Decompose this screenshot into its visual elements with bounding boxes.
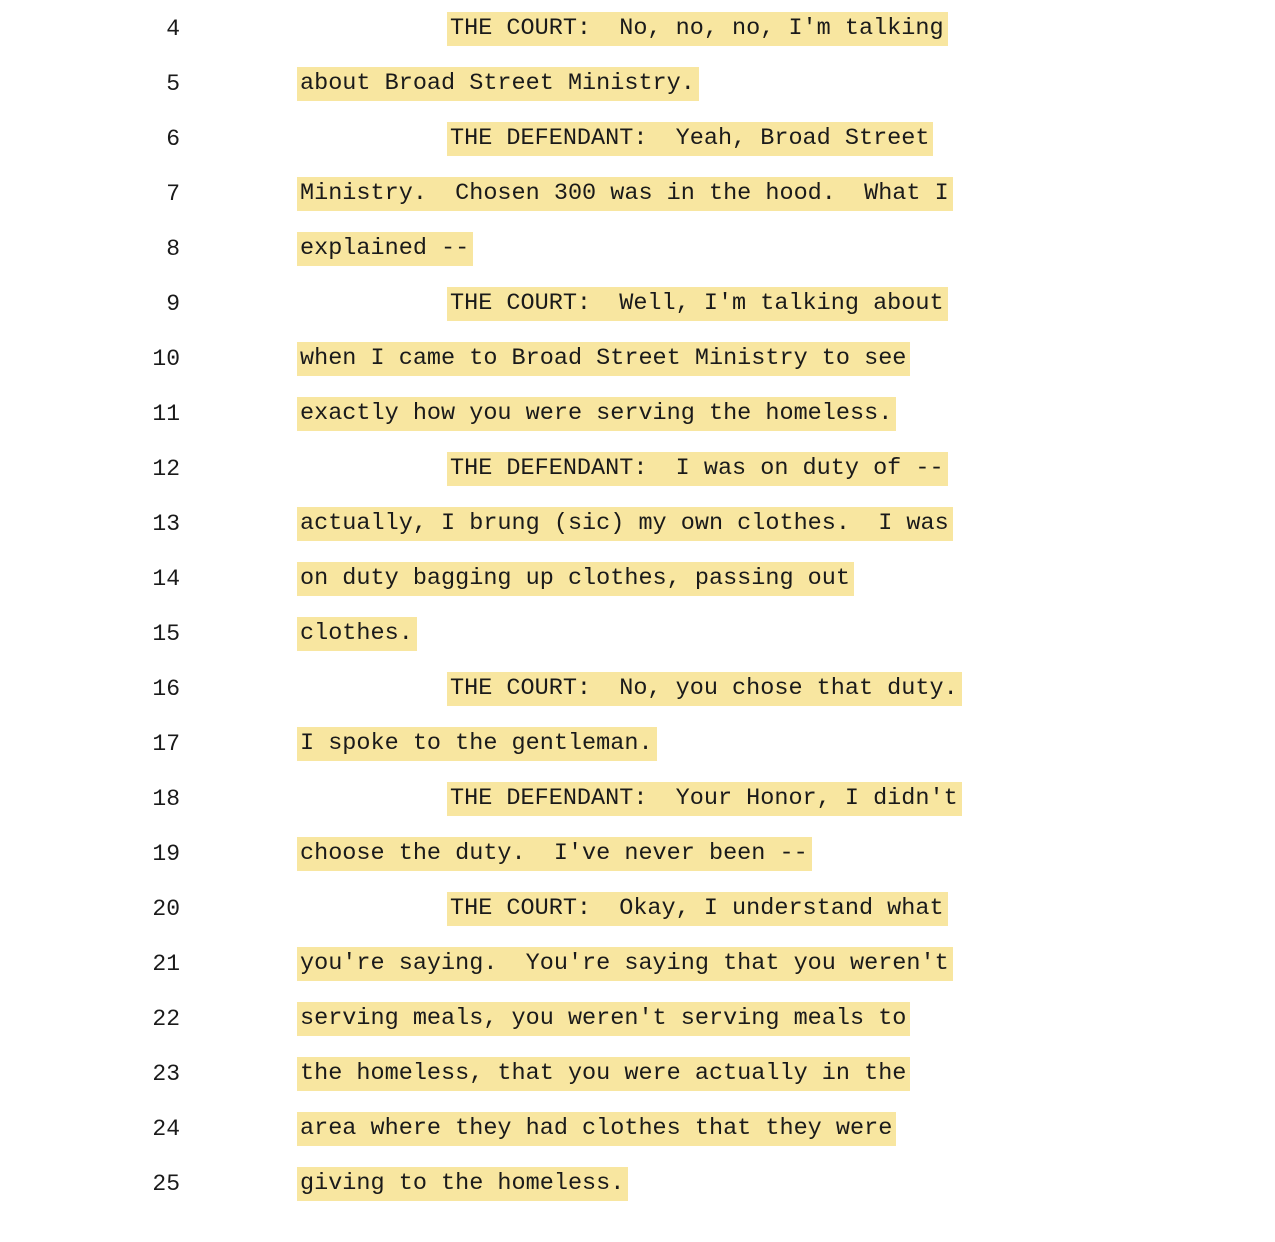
line-text: choose the duty. I've never been -- [297,837,812,871]
line-text: the homeless, that you were actually in the [297,1057,910,1091]
line-number: 18 [152,786,180,812]
line-text: THE COURT: Okay, I understand what [447,892,948,926]
line-number: 13 [152,511,180,537]
transcript-line [0,442,1275,497]
transcript-line [0,772,1275,827]
transcript-line [0,57,1275,112]
transcript-line [0,1102,1275,1157]
line-number: 6 [166,126,180,152]
line-text: THE COURT: No, no, no, I'm talking [447,12,948,46]
transcript-line [0,387,1275,442]
line-number: 20 [152,896,180,922]
line-number: 21 [152,951,180,977]
transcript-line [0,2,1275,57]
line-number: 19 [152,841,180,867]
line-number: 8 [166,236,180,262]
line-number: 11 [152,401,180,427]
line-text: you're saying. You're saying that you weren't [297,947,953,981]
line-text: THE DEFENDANT: Yeah, Broad Street [447,122,933,156]
line-number: 5 [166,71,180,97]
line-number: 10 [152,346,180,372]
line-number: 23 [152,1061,180,1087]
line-text: serving meals, you weren't serving meals to [297,1002,910,1036]
line-number: 9 [166,291,180,317]
transcript-line [0,662,1275,717]
transcript-line [0,167,1275,222]
transcript-line [0,112,1275,167]
transcript-line [0,277,1275,332]
transcript-line [0,1157,1275,1212]
line-text: THE DEFENDANT: Your Honor, I didn't [447,782,962,816]
line-number: 17 [152,731,180,757]
line-text: giving to the homeless. [297,1167,628,1201]
line-text: area where they had clothes that they were [297,1112,896,1146]
line-text: THE DEFENDANT: I was on duty of -- [447,452,948,486]
line-number: 24 [152,1116,180,1142]
transcript-line [0,937,1275,992]
transcript-line [0,607,1275,662]
line-text: THE COURT: Well, I'm talking about [447,287,948,321]
line-text: on duty bagging up clothes, passing out [297,562,854,596]
line-number: 4 [166,16,180,42]
transcript-line [0,717,1275,772]
line-text: Ministry. Chosen 300 was in the hood. What I [297,177,953,211]
line-text: THE COURT: No, you chose that duty. [447,672,962,706]
line-text: when I came to Broad Street Ministry to see [297,342,910,376]
line-text: exactly how you were serving the homeless. [297,397,896,431]
transcript-line [0,827,1275,882]
transcript-line [0,882,1275,937]
line-number: 25 [152,1171,180,1197]
transcript-line [0,992,1275,1047]
line-number: 22 [152,1006,180,1032]
transcript-page [0,2,1275,1212]
transcript-line [0,332,1275,387]
transcript-line [0,552,1275,607]
line-text: about Broad Street Ministry. [297,67,699,101]
line-number: 15 [152,621,180,647]
line-number: 12 [152,456,180,482]
line-text: actually, I brung (sic) my own clothes. I was [297,507,953,541]
line-text: I spoke to the gentleman. [297,727,657,761]
line-number: 14 [152,566,180,592]
line-text: clothes. [297,617,417,651]
transcript-line [0,222,1275,277]
line-text: explained -- [297,232,473,266]
line-number: 7 [166,181,180,207]
line-number: 16 [152,676,180,702]
transcript-line [0,1047,1275,1102]
transcript-line [0,497,1275,552]
